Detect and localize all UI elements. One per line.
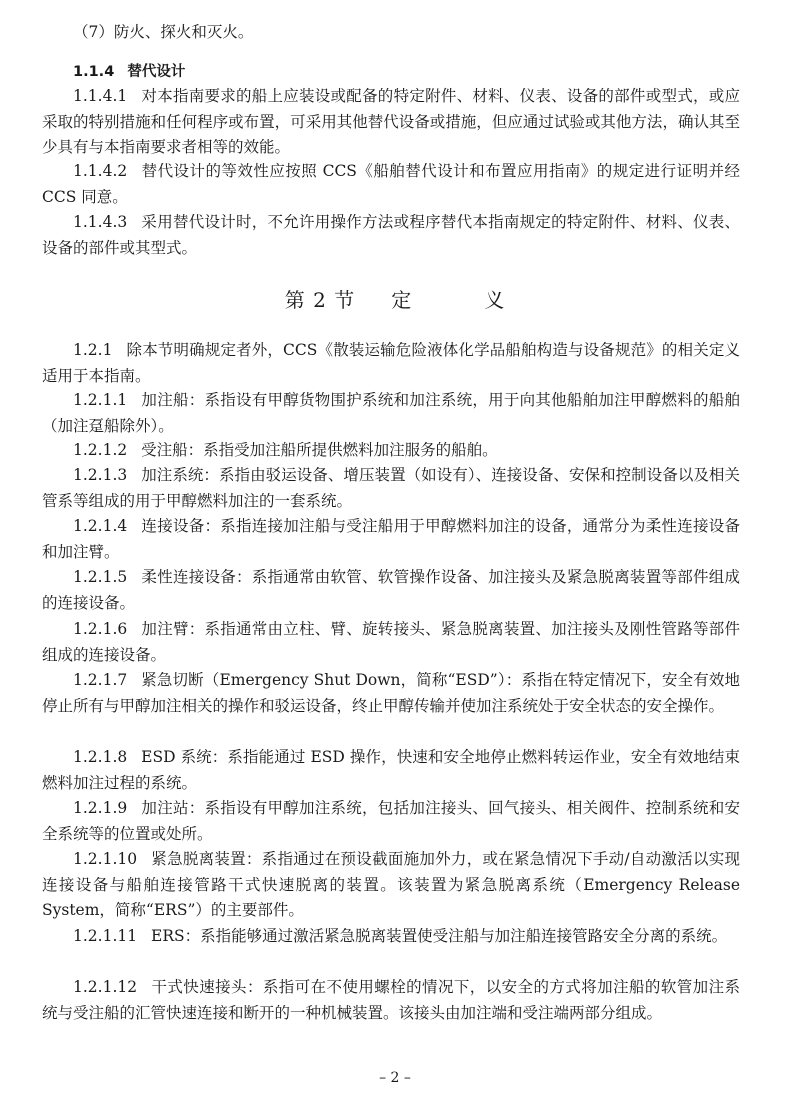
item-fire-text: （7）防火、探火和灭火。	[73, 23, 254, 41]
definition-1-2-1-12	[42, 975, 740, 1026]
clause-text: 加注系统：系指由驳运设备、增压装置（如设有）、连接设备、安保和控制设备以及相关管系等组成的用于甲醇燃料加注的一套系统。	[42, 466, 740, 510]
clause-number: 1.2.1.11	[73, 927, 138, 945]
clause-text: 替代设计的等效性应按照 CCS《船舶替代设计和布置应用指南》的规定进行证明并经 CCS 同意。	[42, 162, 740, 206]
clause-number: 1.2.1.5	[73, 568, 128, 586]
subsection-title: 替代设计	[127, 64, 186, 80]
definition-1-2-1-4	[42, 514, 740, 565]
clause-1-1-4-2	[42, 159, 740, 210]
clause-text: 紧急脱离装置：系指通过在预设截面施加外力，或在紧急情况下手动/自动激活以实现连接设备与船舶连接管路干式快速脱离的装置。该装置为紧急脱离系统（Emergency Release System，简称“ERS”）的主要部件。	[42, 850, 740, 919]
definition-1-2-1-5	[42, 565, 740, 616]
definition-1-2-1-3	[42, 463, 740, 514]
clause-number: 1.1.4.3	[73, 213, 128, 231]
section-title-char-2: 义	[484, 288, 506, 312]
subsection-heading-1-1-4	[42, 59, 740, 86]
definition-1-2-1-7	[42, 668, 740, 719]
definition-1-2-1-11	[42, 924, 740, 950]
clause-1-1-4-3	[42, 210, 740, 261]
definition-1-2-1-2	[42, 438, 740, 464]
clause-text: 对本指南要求的船上应装设或配备的特定附件、材料、仪表、设备的部件或型式，或应采取的特别措施和任何程序或布置，可采用其他替代设备或措施，但应通过试验或其他方法，确认其至少具有与本指南要求者相等的效能。	[42, 87, 740, 156]
definition-1-2-1-8	[42, 745, 740, 796]
clause-text: 加注站：系指设有甲醇加注系统，包括加注接头、回气接头、相关阀件、控制系统和安全系统等的位置或处所。	[42, 799, 740, 843]
clause-text: 加注臂：系指通常由立柱、臂、旋转接头、紧急脱离装置、加注接头及刚性管路等部件组成的连接设备。	[42, 620, 740, 664]
clause-number: 1.2.1.10	[73, 850, 138, 868]
clause-text: 除本节明确规定者外，CCS《散装运输危险液体化学品船舶构造与设备规范》的相关定义适用于本指南。	[42, 341, 740, 385]
clause-1-1-4-1	[42, 84, 740, 161]
clause-number: 1.2.1.2	[73, 441, 128, 459]
clause-number: 1.2.1.12	[73, 978, 138, 996]
clause-number: 1.2.1.8	[73, 748, 128, 766]
clause-number: 1.2.1.6	[73, 620, 128, 638]
clause-number: 1.2.1.9	[73, 799, 128, 817]
clause-number: 1.1.4.1	[73, 87, 128, 105]
definition-1-2-1-6	[42, 617, 740, 668]
section-number: 第 2 节	[284, 288, 356, 312]
clause-number: 1.2.1.7	[73, 671, 128, 689]
clause-number: 1.1.4.2	[73, 162, 128, 180]
clause-text: ERS：系指能够通过激活紧急脱离装置使受注船与加注船连接管路安全分离的系统。	[151, 927, 728, 945]
section-title-char-1: 定	[391, 288, 413, 312]
definition-1-2-1-10	[42, 847, 740, 924]
clause-text: 加注船：系指设有甲醇货物围护系统和加注系统，用于向其他船舶加注甲醇燃料的船舶（加注趸船除外）。	[42, 391, 740, 435]
clause-number: 1.2.1	[73, 341, 113, 359]
clause-text: 采用替代设计时，不允许用操作方法或程序替代本指南规定的特定附件、材料、仪表、设备的部件或其型式。	[42, 213, 740, 257]
clause-text: 干式快速接头：系指可在不使用螺栓的情况下，以安全的方式将加注船的软管加注系统与受注船的汇管快速连接和断开的一种机械装置。该接头由加注端和受注端两部分组成。	[42, 978, 740, 1022]
clause-number: 1.2.1.4	[73, 517, 128, 535]
definition-1-2-1-9	[42, 796, 740, 847]
clause-number: 1.2.1.1	[73, 391, 128, 409]
item-fire-protection	[42, 20, 740, 46]
clause-text: 受注船：系指受加注船所提供燃料加注服务的船舶。	[141, 441, 498, 459]
subsection-number: 1.1.4	[73, 64, 115, 80]
definition-1-2-1-1	[42, 388, 740, 439]
clause-text: 连接设备：系指连接加注船与受注船用于甲醇燃料加注的设备，通常分为柔性连接设备和加注臂。	[42, 517, 740, 561]
clause-text: ESD 系统：系指能通过 ESD 操作，快速和安全地停止燃料转运作业，安全有效地结束燃料加注过程的系统。	[42, 748, 740, 792]
clause-1-2-1	[42, 338, 740, 389]
clause-text: 紧急切断（Emergency Shut Down，简称“ESD”）：系指在特定情况下，安全有效地停止所有与甲醇加注相关的操作和驳运设备，终止甲醇传输并使加注系统处于安全状态的安全操作。	[42, 671, 740, 715]
clause-text: 柔性连接设备：系指通常由软管、软管操作设备、加注接头及紧急脱离装置等部件组成的连接设备。	[42, 568, 740, 612]
page-number: – 2 –	[379, 1070, 411, 1086]
clause-number: 1.2.1.3	[73, 466, 128, 484]
section-title	[0, 284, 790, 313]
